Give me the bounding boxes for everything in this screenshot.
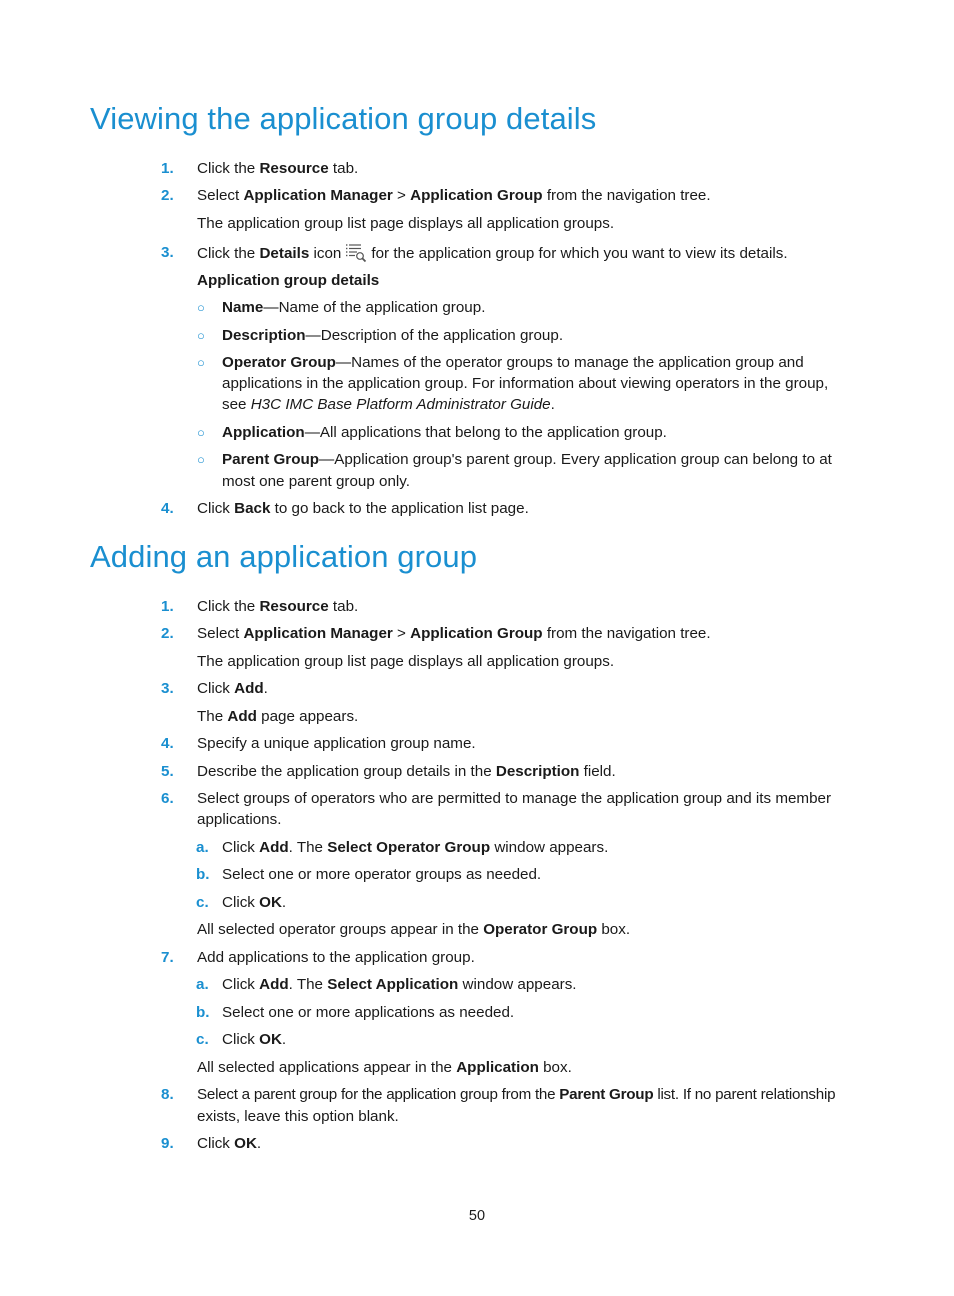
step-text: Click Back to go back to the application list page.	[197, 500, 529, 517]
step-text-cont: exists, leave this option blank.	[197, 1108, 399, 1125]
step-text: Select groups of operators who are permitted to manage the application group and its member	[197, 790, 832, 807]
page-number: 50	[468, 1208, 486, 1224]
bullet-description: Description—Description of the application group.	[222, 327, 564, 344]
step-number: 7.	[161, 949, 174, 966]
step-number: 1.	[161, 598, 174, 615]
substep-text: Click OK.	[222, 894, 287, 911]
bullet-operator-group-cont: see H3C IMC Base Platform Administrator Guide.	[222, 396, 555, 413]
substep-letter: c.	[196, 1031, 209, 1048]
bullet-mark: ○	[197, 425, 205, 440]
step-number: 6.	[161, 790, 174, 807]
step-note: The application group list page displays all application groups.	[197, 215, 615, 232]
bullet-mark: ○	[197, 328, 205, 343]
step-number: 4.	[161, 735, 174, 752]
step-number: 3.	[161, 244, 174, 261]
step-number: 4.	[161, 500, 174, 517]
bullet-operator-group: Operator Group—Names of the operator groups to manage the application group and	[222, 354, 804, 371]
step-text: Describe the application group details in the Description field.	[197, 763, 616, 780]
substep-letter: c.	[196, 894, 209, 911]
section-title-adding: Adding an application group	[90, 539, 478, 574]
step-text: Specify a unique application group name.	[197, 735, 476, 752]
substep-text: Click Add. The Select Operator Group window appears.	[222, 839, 609, 856]
step-text-cont: applications.	[197, 811, 282, 828]
step-text: Click the Details icon for the application group for which you want to view its details.	[197, 242, 788, 264]
step-note: The application group list page displays all application groups.	[197, 653, 615, 670]
bullet-parent-group-cont: most one parent group only.	[222, 473, 410, 490]
step-text: Select a parent group for the application group from the Parent Group list. If no parent relationship	[197, 1086, 836, 1103]
step-number: 2.	[161, 625, 174, 642]
section-title-viewing: Viewing the application group details	[90, 101, 597, 136]
step-text: Select Application Manager > Application Group from the navigation tree.	[197, 625, 711, 642]
substep-letter: a.	[196, 976, 209, 993]
step-number: 3.	[161, 680, 174, 697]
bullet-name: Name—Name of the application group.	[222, 299, 486, 316]
substep-text: Select one or more applications as needed.	[222, 1004, 515, 1021]
details-heading: Application group details	[197, 272, 380, 289]
substep-letter: b.	[196, 866, 210, 883]
step-note: All selected applications appear in the Application box.	[197, 1059, 572, 1076]
bullet-operator-group-cont: applications in the application group. For information about viewing operators in the group,	[222, 375, 829, 392]
bullet-parent-group: Parent Group—Application group's parent group. Every application group can belong to at	[222, 451, 832, 468]
doc-reference: H3C IMC Base Platform Administrator Guide	[250, 396, 551, 413]
substep-text: Click OK.	[222, 1031, 287, 1048]
step-text: Click Add.	[197, 680, 268, 697]
details-icon	[345, 242, 367, 264]
substep-letter: b.	[196, 1004, 210, 1021]
bullet-mark: ○	[197, 355, 205, 370]
step-number: 1.	[161, 160, 174, 177]
substep-letter: a.	[196, 839, 209, 856]
step-text: Click OK.	[197, 1135, 262, 1152]
step-text: Click the Resource tab.	[197, 160, 359, 177]
bullet-application: Application—All applications that belong to the application group.	[222, 424, 667, 441]
step-number: 2.	[161, 187, 174, 204]
step-number: 9.	[161, 1135, 174, 1152]
bullet-mark: ○	[197, 300, 205, 315]
bullet-mark: ○	[197, 452, 205, 467]
step-number: 5.	[161, 763, 174, 780]
step-note: All selected operator groups appear in the Operator Group box.	[197, 921, 631, 938]
substep-text: Click Add. The Select Application window appears.	[222, 976, 577, 993]
step-number: 8.	[161, 1086, 174, 1103]
step-note: The Add page appears.	[197, 708, 359, 725]
substep-text: Select one or more operator groups as needed.	[222, 866, 542, 883]
step-text: Click the Resource tab.	[197, 598, 359, 615]
step-text: Select Application Manager > Application Group from the navigation tree.	[197, 187, 711, 204]
step-text: Add applications to the application group.	[197, 949, 475, 966]
